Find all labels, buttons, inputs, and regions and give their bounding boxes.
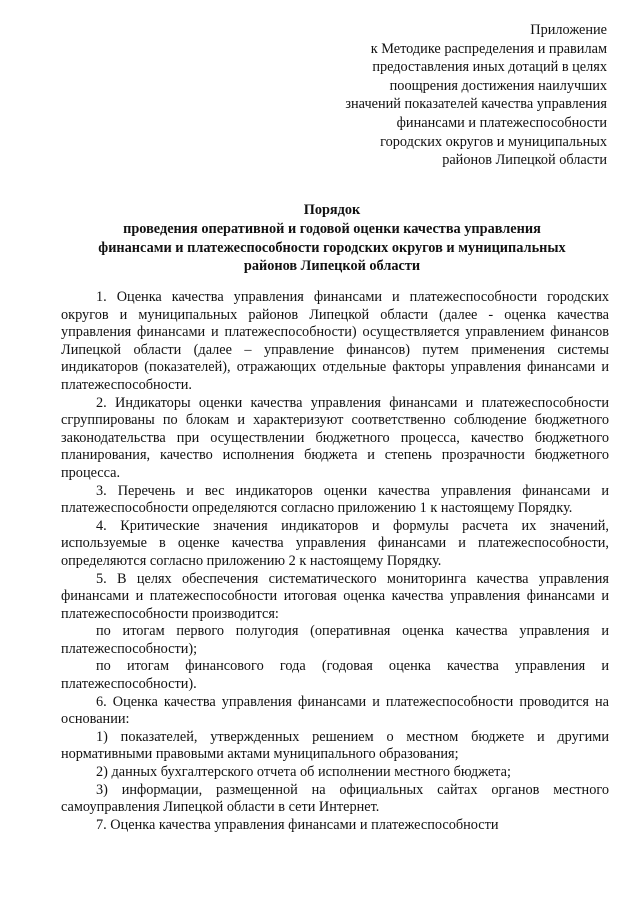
paragraph-5-item-1: по итогам первого полугодия (оперативная оценка качества управления и платежеспособности); <box>61 623 609 657</box>
paragraph-5-item-2: по итогам финансового года (годовая оценка качества управления и платежеспособности). <box>61 658 609 693</box>
paragraph-6: 6. Оценка качества управления финансами и платежеспособности проводится на основании: <box>61 693 609 728</box>
appendix-line: предоставления иных дотаций в целях <box>372 59 607 76</box>
document-title <box>50 201 614 276</box>
paragraph-3: 3. Перечень и вес индикаторов оценки качества управления финансами и платежеспособности определяются согласно приложению 1 к настоящему Порядку. <box>61 482 609 517</box>
paragraph-6-item-3: 3) информации, размещенной на официальных сайтах органов местного самоуправления Липецкой области в сети Интернет. <box>61 781 609 816</box>
appendix-line: Приложение <box>530 22 607 38</box>
appendix-line: городских округов и муниципальных <box>380 133 607 150</box>
paragraph-7: 7. Оценка качества управления финансами и платежеспособности <box>96 816 499 833</box>
paragraph-5: 5. В целях обеспечения систематического мониторинга качества управления финансами и платежеспособности итоговая оценка качества управления финансами и платежеспособности производится: <box>61 570 609 622</box>
title-line: районов Липецкой области <box>243 258 421 275</box>
appendix-line: финансами и платежеспособности <box>396 114 607 131</box>
appendix-note <box>345 21 607 170</box>
title-line: проведения оперативной и годовой оценки качества управления <box>123 220 541 237</box>
appendix-line: районов Липецкой области <box>442 152 607 169</box>
appendix-line: значений показателей качества управления <box>345 96 607 113</box>
paragraph-1: 1. Оценка качества управления финансами и платежеспособности городских округов и муниципальных районов Липецкой области (далее - оценка качества управления финансами и платежеспособности) осуществляется управлением финансов Липецкой области (далее – управление финансов) путем применения системы индикаторов (показателей), отражающих отдельные факторы управления финансами и платежеспособности. <box>61 289 609 393</box>
paragraph-6-item-1: 1) показателей, утвержденных решением о местном бюджете и другими нормативными правовыми актами муниципального образования; <box>61 728 609 763</box>
paragraph-2: 2. Индикаторы оценки качества управления финансами и платежеспособности сгруппированы по блокам и характеризуют соответственно соблюдение бюджетного законодательства при осуществлении бюджетного процесса, качество бюджетного планирования, качество исполнения бюджета и степень прозрачности бюджетного процесса. <box>61 394 609 481</box>
paragraph-4: 4. Критические значения индикаторов и формулы расчета их значений, используемые в оценке качества управления финансами и платежеспособности, определяются согласно приложению 2 к настоящему Порядку. <box>61 517 609 569</box>
title-line: финансами и платежеспособности городских округов и муниципальных <box>98 239 566 256</box>
appendix-line: к Методике распределения и правилам <box>370 40 607 57</box>
title-line: Порядок <box>303 202 361 218</box>
appendix-line: поощрения достижения наилучших <box>389 77 607 94</box>
paragraph-6-item-2: 2) данных бухгалтерского отчета об исполнении местного бюджета; <box>96 764 511 781</box>
document-body <box>61 289 609 834</box>
